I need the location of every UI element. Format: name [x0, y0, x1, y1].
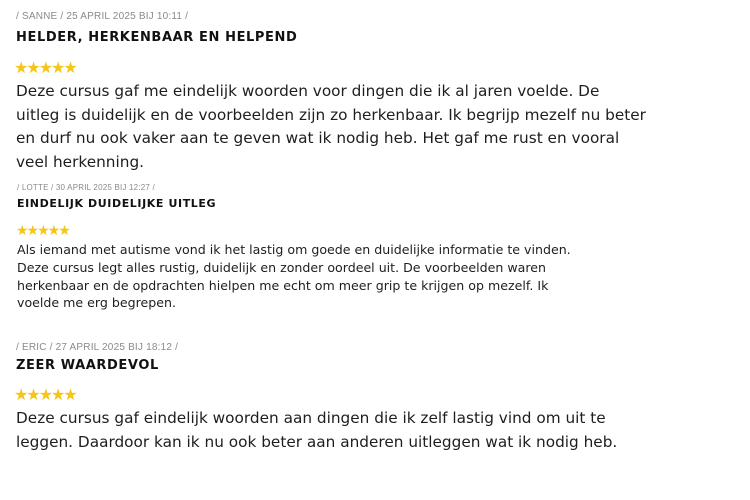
review-meta: / SANNE / 25 APRIL 2025 BIJ 10:11 /	[16, 11, 189, 22]
review-body: Deze cursus gaf me eindelijk woorden voor dingen die ik al jaren voelde. De uitleg is duidelijk en de voorbeelden zijn zo herkenbaar. Ik begrijp mezelf nu beter en durf nu ook vaker aan te geven wat ik nodig heb. Het gaf me rust en vooral veel herkenning.	[16, 82, 646, 171]
star-rating-icon: ★★★★★	[14, 58, 76, 77]
star-rating-icon: ★★★★★	[14, 385, 76, 404]
review-meta: / ERIC / 27 APRIL 2025 BIJ 18:12 /	[16, 342, 179, 353]
review-title: ZEER WAARDEVOL	[16, 358, 159, 373]
star-rating-icon: ★★★★★	[16, 223, 69, 239]
review-body: Als iemand met autisme vond ik het lastig om goede en duidelijke informatie te vinden. Deze cursus legt alles rustig, duidelijk en zonder oordeel uit. De voorbeelden waren herkenbaar en de opdrachten hielpen me echt om meer grip te krijgen op mezelf. Ik voelde me erg begrepen.	[17, 242, 571, 311]
review-title: EINDELIJK DUIDELIJKE UITLEG	[17, 197, 217, 210]
review-meta: / LOTTE / 30 APRIL 2025 BIJ 12:27 /	[17, 183, 155, 192]
review-title: HELDER, HERKENBAAR EN HELPEND	[16, 30, 298, 45]
review-body: Deze cursus gaf eindelijk woorden aan dingen die ik zelf lastig vind om uit te leggen. Daardoor kan ik nu ook beter aan anderen uitleggen wat ik nodig heb.	[16, 409, 618, 451]
